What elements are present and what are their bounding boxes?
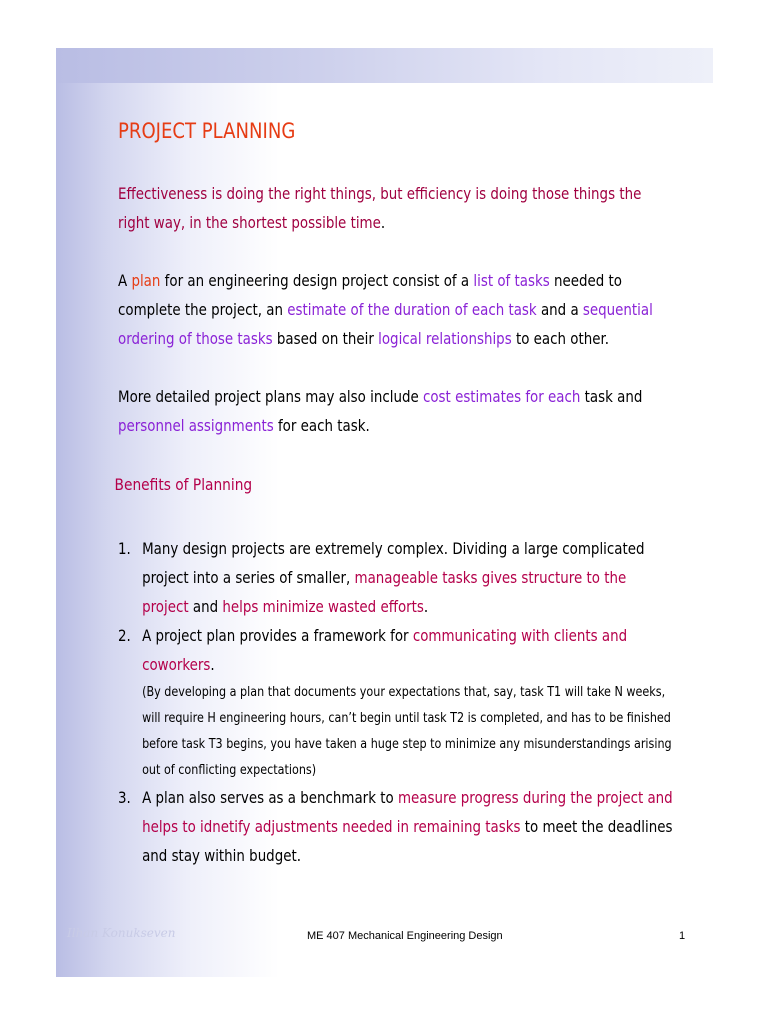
- text-segment: to meet the deadlines and stay within budget.: [142, 818, 673, 865]
- explanatory-note: (By developing a plan that documents your expectations that, say, task T1 will take N weeks, will require H engineering hours, can’t begin until task T2 is completed, and has to be finished before task T3 begins, you have taken a huge step to minimize any misunderstandings arising out of conflicting expectations): [142, 685, 672, 778]
- text-segment: A project plan provides a framework for: [142, 627, 413, 645]
- text-segment: A: [118, 272, 132, 290]
- highlight-minimize-waste: helps minimize wasted efforts: [222, 598, 424, 616]
- text-segment: More detailed project plans may also include: [118, 388, 423, 406]
- slide-content: [114, 116, 677, 871]
- list-number: 3.: [118, 789, 131, 807]
- highlight-plan: plan: [131, 272, 161, 290]
- header-band: [56, 48, 713, 83]
- highlight-personnel-assignments: personnel assignments: [118, 417, 274, 435]
- footer-author: Ilhan Konukseven: [67, 926, 176, 940]
- page-title: PROJECT PLANNING: [118, 119, 296, 143]
- list-number: 2.: [118, 627, 131, 645]
- highlight-sequential-ordering: sequential ordering of those tasks: [118, 301, 653, 348]
- text-segment: based on their: [272, 330, 379, 348]
- highlight-cost-estimates: cost estimates for each: [422, 388, 581, 406]
- text-segment: for each task.: [273, 417, 370, 435]
- detailed-plans-paragraph: [118, 383, 677, 441]
- text-segment: to each other.: [511, 330, 610, 348]
- effectiveness-period: .: [380, 214, 386, 232]
- slide: [56, 48, 713, 977]
- section-subtitle: Benefits of Planning: [114, 475, 253, 494]
- list-item: [118, 622, 677, 784]
- text-segment: for an engineering design project consist of a: [160, 272, 474, 290]
- highlight-duration-estimate: estimate of the duration of each task: [287, 301, 537, 319]
- highlight-measure-progress: measure progress during the project and helps to idnetify adjustments needed in remaining tasks: [142, 789, 673, 836]
- list-item: [118, 784, 677, 871]
- page-number: 1: [679, 930, 686, 942]
- plan-definition-paragraph: [118, 267, 677, 354]
- highlight-communicating: communicating with clients and coworkers: [142, 627, 628, 674]
- text-segment: and a: [536, 301, 583, 319]
- text-segment: task and: [580, 388, 643, 406]
- text-segment: .: [210, 656, 215, 674]
- footer-course: ME 407 Mechanical Engineering Design: [307, 930, 503, 942]
- list-item: [118, 535, 677, 622]
- effectiveness-statement: [118, 180, 677, 238]
- highlight-manageable-tasks: manageable tasks gives structure to the project: [142, 569, 627, 616]
- text-segment: and: [188, 598, 223, 616]
- text-segment: needed to complete the project, an: [118, 272, 623, 319]
- text-segment: Many design projects are extremely complex. Dividing a large complicated project into a series of smaller,: [142, 540, 645, 587]
- list-number: 1.: [118, 540, 131, 558]
- effectiveness-text: Effectiveness is doing the right things, but efficiency is doing those things the right way, in the shortest possible time: [118, 185, 642, 232]
- text-segment: A plan also serves as a benchmark to: [142, 789, 398, 807]
- text-segment: .: [423, 598, 429, 616]
- highlight-list-of-tasks: list of tasks: [473, 272, 550, 290]
- benefits-list: [118, 535, 677, 871]
- highlight-logical-relationships: logical relationships: [378, 330, 512, 348]
